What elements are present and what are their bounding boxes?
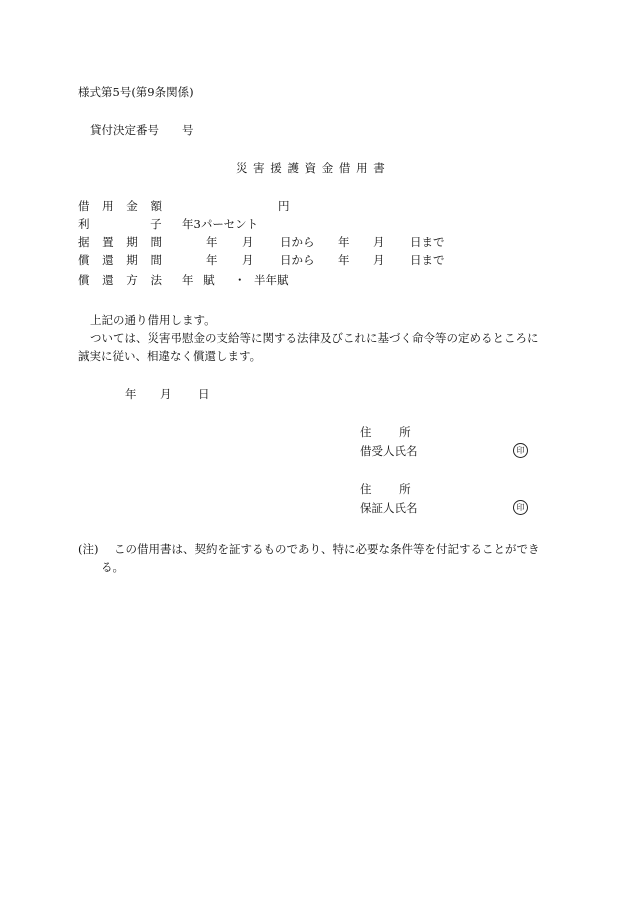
guarantor-name-label: 保証人氏名 [360,501,418,515]
borrower-name-label: 借受人氏名 [360,444,418,458]
repayment-end-day: 日まで [410,253,445,267]
date-day: 日 [198,387,210,401]
repayment-start-year: 年 [206,253,218,267]
field-loan-amount-label: 借 用 金 額 [78,199,162,213]
loan-decision-number-suffix: 号 [182,123,194,137]
borrower-address-label: 住 所 [360,425,411,439]
document-title: 災 害 援 護 資 金 借 用 書 [236,161,386,175]
body-line-1: 上記の通り借用します。 [90,313,216,327]
guarantor-address-label: 住 所 [360,482,411,496]
note-marker: (注) [78,542,99,556]
borrower-seal-mark: 印 [513,443,528,458]
body-line-3: 誠実に従い、相違なく償還します。 [78,349,262,363]
date-month: 月 [160,387,172,401]
form-reference: 様式第5号(第9条関係) [78,85,194,99]
note-line-2: る。 [101,560,124,574]
deferment-end-day: 日まで [410,235,445,249]
deferment-end-year: 年 [338,235,350,249]
repayment-method-annual: 年 賦 [182,273,215,287]
body-line-2: ついては、災害弔慰金の支給等に関する法律及びこれに基づく命令等の定めるところに [90,331,539,345]
field-repayment-period-label: 償 還 期 間 [78,253,162,267]
field-interest-label: 利 子 [78,217,162,231]
field-repayment-method-label: 償 還 方 法 [78,273,162,287]
guarantor-seal-mark: 印 [513,500,528,515]
deferment-start-day: 日から [280,235,315,249]
repayment-end-month: 月 [373,253,385,267]
field-interest-value: 年3パーセント [182,217,259,231]
loan-decision-number-label: 貸付決定番号 [90,123,159,137]
deferment-end-month: 月 [373,235,385,249]
repayment-method-semiannual: 半年賦 [254,273,289,287]
deferment-start-year: 年 [206,235,218,249]
deferment-start-month: 月 [242,235,254,249]
repayment-start-month: 月 [242,253,254,267]
repayment-method-separator: ・ [234,273,246,287]
repayment-end-year: 年 [338,253,350,267]
date-year: 年 [125,387,137,401]
note-line-1: この借用書は、契約を証するものであり、特に必要な条件等を付記することができ [114,542,540,556]
field-deferment-label: 据 置 期 間 [78,235,162,249]
repayment-start-day: 日から [280,253,315,267]
field-loan-amount-unit: 円 [278,199,290,213]
